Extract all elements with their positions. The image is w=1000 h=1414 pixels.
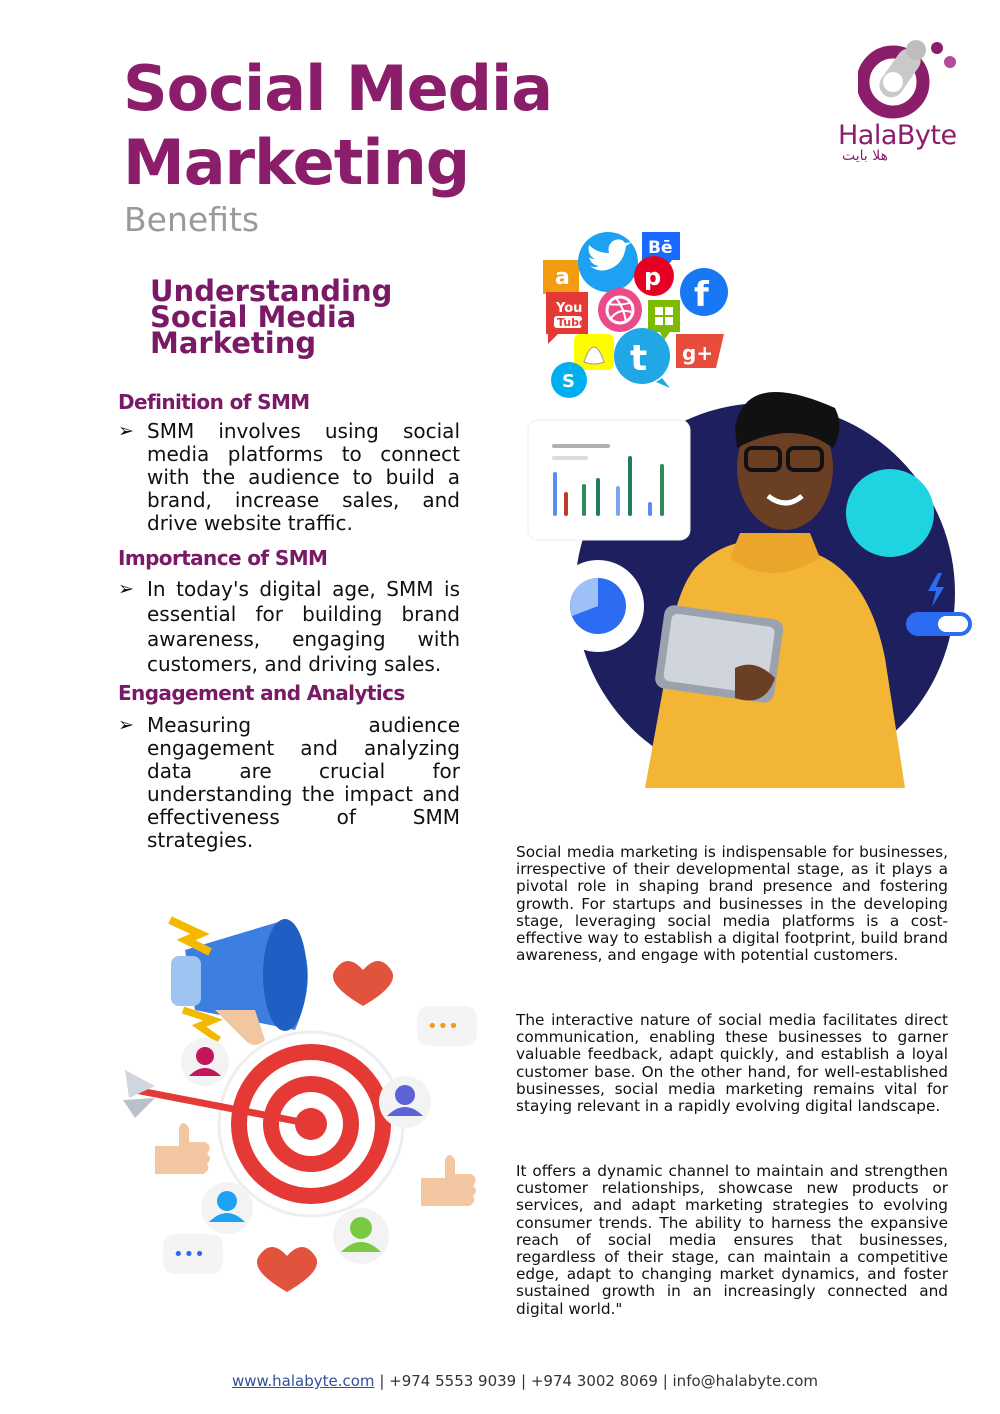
google-plus-glyph: g+ [682,341,714,365]
pinterest-icon [634,256,674,296]
section-heading-line: Understanding [150,274,393,308]
behance-glyph: Bē [648,238,673,258]
youtube-glyph-top: You [556,301,583,316]
avatar-icon [181,1038,229,1086]
thumbs-up-icon [155,1123,210,1174]
bullet-text: SMM involves using social media platforms to connect with the audience to build a brand, increase sales, and drive website traffic. [147,419,460,535]
section-heading-line: Marketing [150,326,317,360]
marketing-target-illustration [115,910,485,1310]
page-title: Social Media Marketing [123,52,553,199]
engagement-heading: Engagement and Analytics [118,681,405,705]
amazon-glyph: a [555,265,570,290]
pie-chart-icon [552,560,644,652]
avatar-icon [201,1182,253,1234]
twitter-icon [578,232,638,292]
dribbble-icon [598,288,642,332]
website-link[interactable]: www.halabyte.com [231,1372,375,1390]
chat-dots-glyph: ••• [427,1016,459,1037]
definition-bullet [118,420,460,535]
importance-heading: Importance of SMM [118,546,328,570]
bullet-text: In today's digital age, SMM is essential for building brand awareness, engaging with customers, and driving sales. [147,577,460,676]
lightning-icon [183,1010,219,1040]
google-plus-icon [676,334,724,368]
halabyte-logo-icon [858,38,962,122]
chat-bubble-icon [417,1006,477,1046]
pinterest-glyph: p [644,263,662,291]
body-paragraph-2: The interactive nature of social media facilitates direct communication, enabling these businesses to garner valuable feedback, adapt quickly, and establish a loyal customer base. On the other hand, for well-established businesses, social media marketing remains vital for staying relevant in a rapidly evolving digital landscape. [516,1011,948,1116]
bar-chart-card-icon [528,420,690,540]
arrow-bullet-icon: ➢ [118,578,134,600]
facebook-glyph: f [694,275,709,315]
body-paragraph-3: It offers a dynamic channel to maintain and strengthen customer relationships, showcase new products or services, and adapt marketing strategies to evolving consumer trends. The ability to harness the expansive reach of social media ensures that businesses, regardless of their stage, can maintain a competitive edge, adapt to changing market dynamics, and foster sustained growth in an increasingly connected and digital world." [516,1162,948,1318]
logo-arabic-wordmark: هلا بايت [842,148,888,164]
heart-icon [333,961,393,1006]
skype-glyph: S [562,371,575,392]
youtube-glyph-bottom: Tube [557,316,587,329]
thumbs-up-icon [421,1155,476,1206]
phone-2: +974 3002 8069 [530,1372,658,1390]
avatar-icon [333,1208,389,1264]
bullet-text: Measuring audience engagement and analyzing data are crucial for understanding the impact and effectiveness of SMM strategies. [147,713,460,852]
toggle-icon [906,612,972,636]
engagement-bullet [118,714,460,852]
lightning-icon [170,920,210,952]
heart-icon [257,1247,317,1292]
chat-bubble-icon [163,1234,223,1274]
section-heading [150,274,470,360]
arrow-bullet-icon: ➢ [118,420,134,442]
hero-illustration [520,368,980,788]
footer-separator: | [516,1372,531,1390]
email: info@halabyte.com [672,1372,819,1390]
footer-separator: | [374,1372,390,1390]
facebook-icon [680,268,728,316]
body-paragraph-1: Social media marketing is indispensable for businesses, irrespective of their developmental stage, as it plays a pivotal role in shaping brand presence and fostering growth. For startups and businesses in the developing stage, leveraging social media platforms is a cost-effective way to establish a digital footprint, build brand awareness, and engage with potential customers. [516,843,948,965]
arrow-bullet-icon: ➢ [118,714,134,736]
section-heading-line: Social Media [150,300,357,334]
definition-heading: Definition of SMM [118,390,310,414]
cyan-circle [846,469,934,557]
importance-bullet [118,577,460,677]
chat-dots-glyph: ••• [173,1244,205,1265]
footer [0,1372,1000,1390]
snapchat-icon [574,334,614,370]
footer-separator: | [657,1372,673,1390]
avatar-icon [379,1076,431,1128]
page-subtitle: Benefits [124,200,260,239]
phone-1: +974 5553 9039 [389,1372,517,1390]
logo-wordmark: HalaByte [838,120,957,151]
twitter-alt-glyph: t [630,338,648,379]
